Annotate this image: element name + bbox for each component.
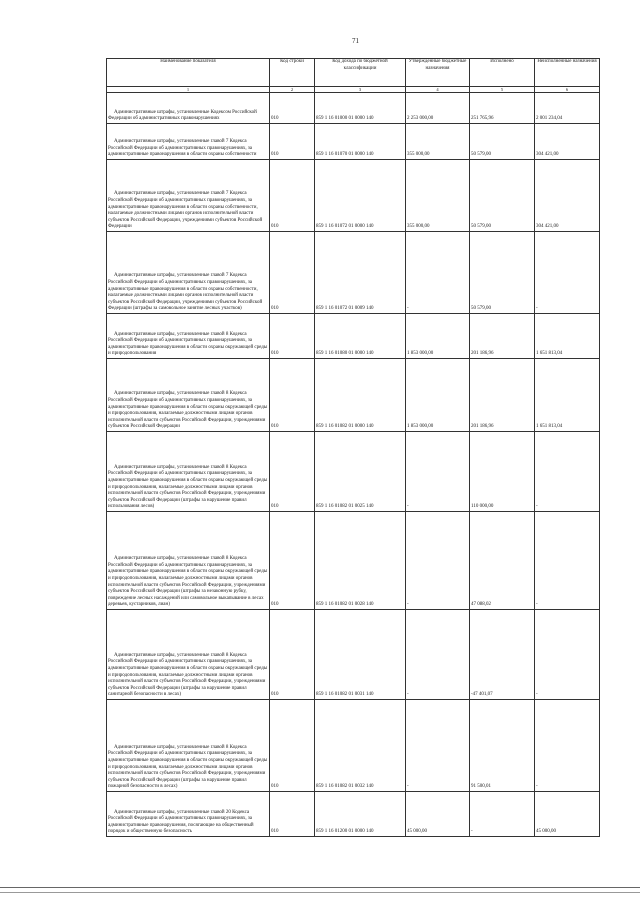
approved-amount: 355 000,00 xyxy=(406,124,470,160)
approved-amount: 1 853 000,00 xyxy=(406,314,470,359)
executed-amount: 251 765,96 xyxy=(470,93,535,124)
indicator-name: Административные штрафы, установленные главой 8 Кодекса Российской Федерации об административных правонарушениях, за административные правонарушения в области охраны окружающей среды и природопользования, налагаемые должностными лицами органов исполнительной власти субъектов Российской Федерации, учреждениями субъектов Российской Федерации (штрафы за нарушение правил санитарной безопасности в лесах) xyxy=(107,610,270,700)
table-row xyxy=(107,93,600,124)
budget-code: 859 1 16 01082 01 0031 140 xyxy=(315,610,406,700)
budget-code: 859 1 16 01082 01 0032 140 xyxy=(315,700,406,792)
indicator-name: Административные штрафы, установленные главой 7 Кодекса Российской Федерации об административных правонарушениях, за административные правонарушения в области охраны собственности, налагаемые должностными лицами органов исполнительной власти субъектов Российской Федерации, учреждениями субъектов Российской Федерации xyxy=(107,160,270,232)
unexecuted-amount: - xyxy=(535,232,600,314)
unexecuted-amount: 1 651 813,04 xyxy=(535,314,600,359)
header-approved: Утвержденные бюджетные назначения xyxy=(406,59,470,87)
unexecuted-amount: - xyxy=(535,700,600,792)
table-row xyxy=(107,232,600,314)
indicator-name: Административные штрафы, установленные главой 8 Кодекса Российской Федерации об административных правонарушениях, за административные правонарушения в области охраны окружающей среды и природопользования, налагаемые должностными лицами органов исполнительной власти субъектов Российской Федерации, учреждениями субъектов Российской Федерации xyxy=(107,359,270,432)
page-bottom-divider xyxy=(0,892,640,893)
budget-code: 859 1 16 01070 01 0000 140 xyxy=(315,124,406,160)
header-row-code: Код строки xyxy=(270,59,315,87)
column-number: 1 xyxy=(107,87,270,93)
executed-amount: 91 500,01 xyxy=(470,700,535,792)
unexecuted-amount: - xyxy=(535,432,600,512)
executed-amount: 110 000,00 xyxy=(470,432,535,512)
column-number: 4 xyxy=(406,87,470,93)
row-code: 010 xyxy=(270,314,315,359)
indicator-name: Административные штрафы, установленные главой 8 Кодекса Российской Федерации об административных правонарушениях, за административные правонарушения в области охраны окружающей среды и природопользования xyxy=(107,314,270,359)
table-row xyxy=(107,512,600,610)
approved-amount: - xyxy=(406,610,470,700)
indicator-name: Административные штрафы, установленные главой 7 Кодекса Российской Федерации об административных правонарушениях, за административные правонарушения в области охраны собственности xyxy=(107,124,270,160)
budget-code: 859 1 16 01000 01 0000 140 xyxy=(315,93,406,124)
executed-amount: 50 579,00 xyxy=(470,160,535,232)
approved-amount: 355 000,00 xyxy=(406,160,470,232)
approved-amount: - xyxy=(406,232,470,314)
indicator-name: Административные штрафы, установленные главой 8 Кодекса Российской Федерации об административных правонарушениях, за административные правонарушения в области охраны окружающей среды и природопользования, налагаемые должностными лицами органов исполнительной власти субъектов Российской Федерации, учреждениями субъектов Российской Федерации (штрафы за незаконную рубку, повреждение лесных насаждений или самовольное выкапывание в лесах деревьев, кустарников, лиан) xyxy=(107,512,270,610)
executed-amount: -47 401,07 xyxy=(470,610,535,700)
executed-amount: 50 579,00 xyxy=(470,232,535,314)
table-row xyxy=(107,359,600,432)
budget-code: 859 1 16 01200 01 0000 140 xyxy=(315,792,406,837)
table-row xyxy=(107,432,600,512)
executed-amount: 50 579,00 xyxy=(470,124,535,160)
indicator-name: Административные штрафы, установленные главой 20 Кодекса Российской Федерации об административных правонарушениях, за административные правонарушения, посягающие на общественный порядок и общественную безопасность xyxy=(107,792,270,837)
budget-code: 859 1 16 01072 01 0000 140 xyxy=(315,160,406,232)
indicator-name: Административные штрафы, установленные главой 8 Кодекса Российской Федерации об административных правонарушениях, за административные правонарушения в области охраны окружающей среды и природопользования, налагаемые должностными лицами органов исполнительной власти субъектов Российской Федерации, учреждениями субъектов Российской Федерации (штрафы за нарушение правил пожарной безопасности в лесах) xyxy=(107,700,270,792)
indicator-name: Административные штрафы, установленные Кодексом Российской Федерации об административных правонарушениях xyxy=(107,93,270,124)
unexecuted-amount: 45 000,00 xyxy=(535,792,600,837)
row-code: 010 xyxy=(270,700,315,792)
approved-amount: 1 853 000,00 xyxy=(406,359,470,432)
table-row xyxy=(107,314,600,359)
column-number: 2 xyxy=(270,87,315,93)
row-code: 010 xyxy=(270,792,315,837)
indicator-name: Административные штрафы, установленные главой 7 Кодекса Российской Федерации об административных правонарушениях, за административные правонарушения в области охраны собственности, налагаемые должностными лицами органов исполнительной власти субъектов Российской Федерации, учреждениями субъектов Российской Федерации (штрафы за самовольное занятие лесных участков) xyxy=(107,232,270,314)
row-code: 010 xyxy=(270,610,315,700)
row-code: 010 xyxy=(270,512,315,610)
table-header-row xyxy=(107,59,600,87)
header-indicator-name: Наименование показателя xyxy=(107,59,270,87)
row-code: 010 xyxy=(270,124,315,160)
row-code: 010 xyxy=(270,232,315,314)
unexecuted-amount: 1 651 813,04 xyxy=(535,359,600,432)
header-budget-code: Код дохода по бюджетной классификации xyxy=(315,59,406,87)
approved-amount: 2 253 000,00 xyxy=(406,93,470,124)
budget-execution-table xyxy=(106,58,600,837)
budget-code: 859 1 16 01082 01 0025 140 xyxy=(315,432,406,512)
approved-amount: - xyxy=(406,432,470,512)
budget-code: 859 1 16 01082 01 0000 140 xyxy=(315,359,406,432)
unexecuted-amount: - xyxy=(535,512,600,610)
unexecuted-amount: 2 001 234,04 xyxy=(535,93,600,124)
approved-amount: 45 000,00 xyxy=(406,792,470,837)
table-row xyxy=(107,160,600,232)
budget-code: 859 1 16 01082 01 0028 140 xyxy=(315,512,406,610)
row-code: 010 xyxy=(270,359,315,432)
indicator-name: Административные штрафы, установленные главой 8 Кодекса Российской Федерации об административных правонарушениях, за административные правонарушения в области охраны окружающей среды и природопользования, налагаемые должностными лицами органов исполнительной власти субъектов Российской Федерации, учреждениями субъектов Российской Федерации (штрафы за нарушение правил использования лесов) xyxy=(107,432,270,512)
approved-amount: - xyxy=(406,512,470,610)
page-bottom-divider xyxy=(0,887,640,888)
header-unexecuted: Неисполненные назначения xyxy=(535,59,600,87)
row-code: 010 xyxy=(270,160,315,232)
column-number: 3 xyxy=(315,87,406,93)
approved-amount: - xyxy=(406,700,470,792)
header-executed: Исполнено xyxy=(470,59,535,87)
row-code: 010 xyxy=(270,432,315,512)
column-number: 6 xyxy=(535,87,600,93)
table-row xyxy=(107,610,600,700)
budget-code: 859 1 16 01080 01 0000 140 xyxy=(315,314,406,359)
executed-amount: 201 186,96 xyxy=(470,359,535,432)
executed-amount: - xyxy=(470,792,535,837)
row-code: 010 xyxy=(270,93,315,124)
page-number: 71 xyxy=(352,37,359,45)
table-row xyxy=(107,124,600,160)
executed-amount: 47 088,02 xyxy=(470,512,535,610)
table-row xyxy=(107,700,600,792)
unexecuted-amount: 304 421,00 xyxy=(535,124,600,160)
unexecuted-amount: 304 421,00 xyxy=(535,160,600,232)
executed-amount: 201 186,96 xyxy=(470,314,535,359)
table-row xyxy=(107,792,600,837)
unexecuted-amount: - xyxy=(535,610,600,700)
budget-code: 859 1 16 01072 01 0009 140 xyxy=(315,232,406,314)
column-number: 5 xyxy=(470,87,535,93)
